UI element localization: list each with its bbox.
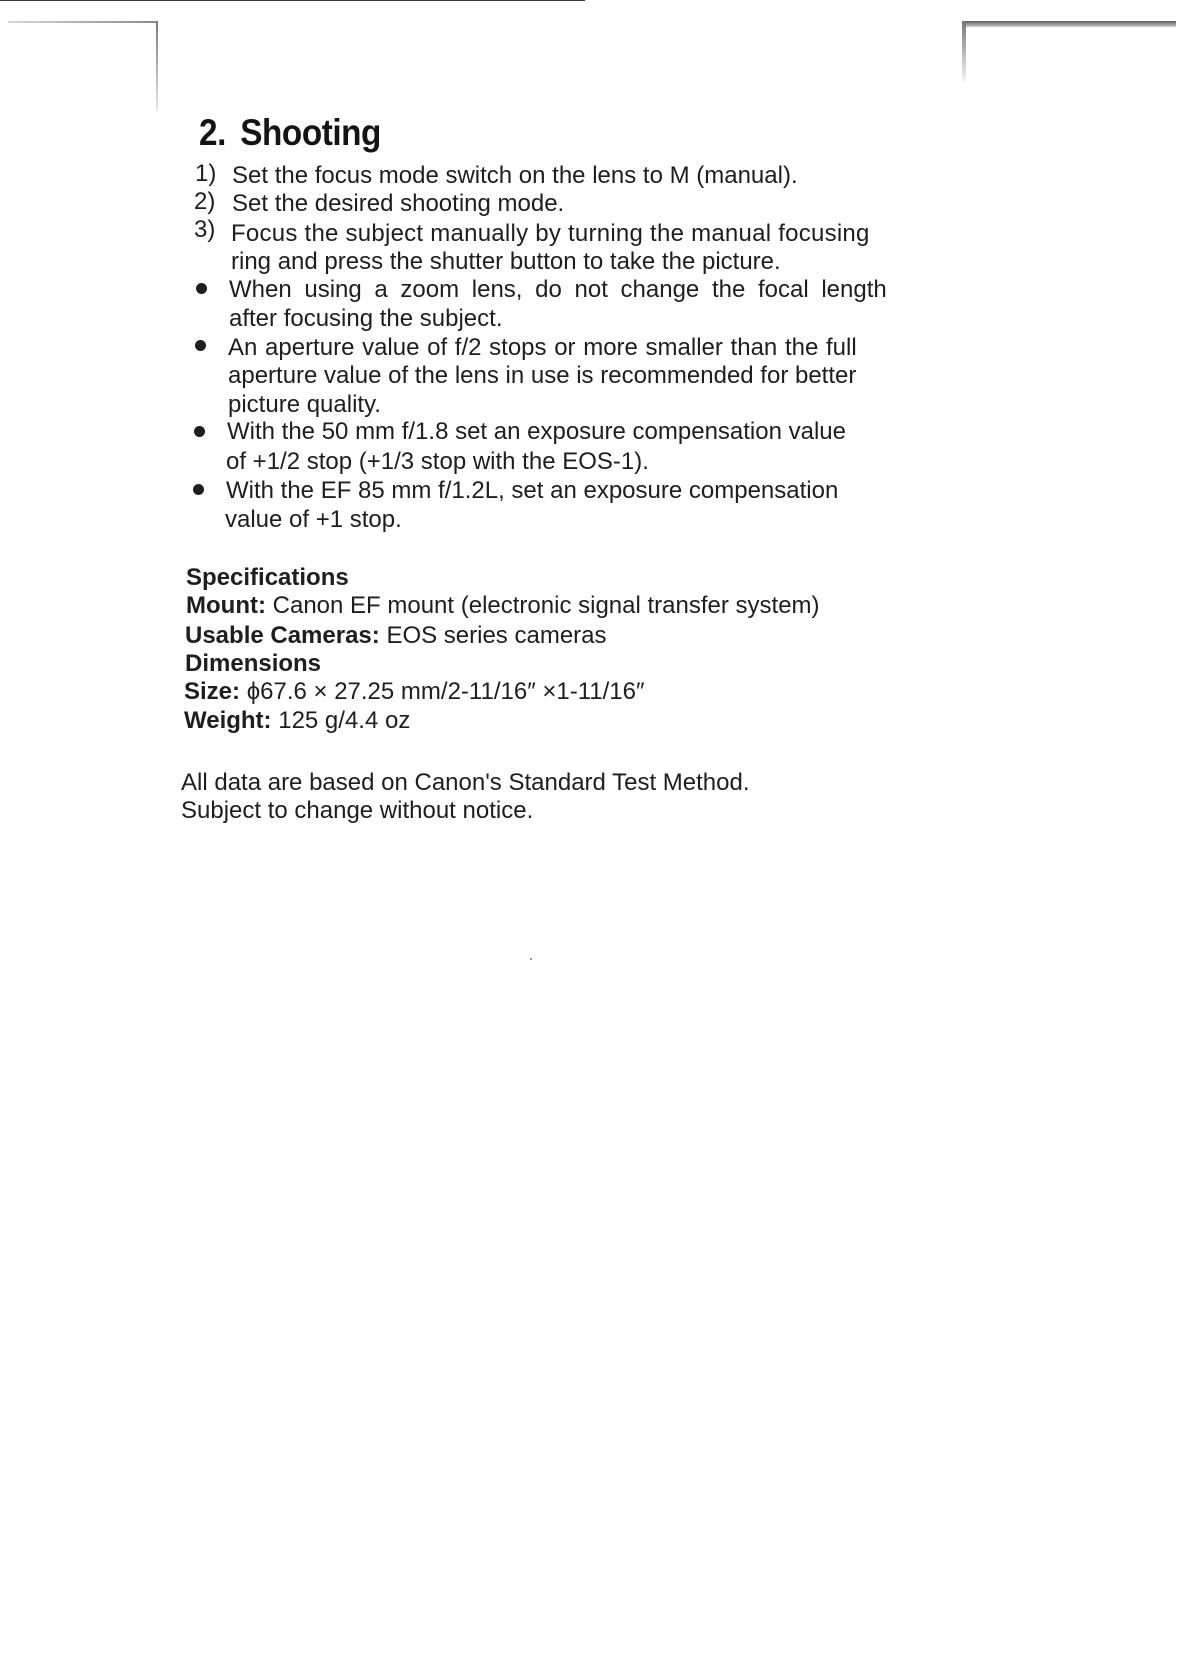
spec-weight-label: Weight: bbox=[184, 707, 272, 734]
step-marker: 3) bbox=[194, 216, 216, 243]
spec-mount-label: Mount: bbox=[186, 592, 266, 619]
step-marker: 1) bbox=[195, 160, 217, 187]
bullet-icon bbox=[194, 426, 205, 437]
note-line: of +1/2 stop (+1/3 stop with the EOS-1). bbox=[226, 448, 649, 475]
step-line: Focus the subject manually by turning the manual focusing bbox=[231, 220, 870, 247]
scan-speck bbox=[530, 958, 532, 960]
step-line: Set the focus mode switch on the lens to M (manual). bbox=[232, 162, 798, 189]
spec-size-label: Size: bbox=[184, 678, 241, 705]
spec-cameras-label: Usable Cameras: bbox=[185, 622, 380, 649]
step-line: Set the desired shooting mode. bbox=[232, 190, 565, 217]
spec-size-value: ϕ67.6 × 27.25 mm/2-11/16″ ×1-11/16″ bbox=[246, 678, 645, 705]
footer-note: Subject to change without notice. bbox=[181, 797, 534, 824]
dimensions-heading: Dimensions bbox=[185, 650, 322, 677]
step-line: ring and press the shutter button to take the picture. bbox=[231, 248, 781, 275]
note-line: aperture value of the lens in use is recommended for better bbox=[228, 362, 857, 389]
spec-size bbox=[184, 678, 644, 706]
bullet-icon bbox=[196, 283, 207, 294]
footer-note: All data are based on Canon's Standard Test Method. bbox=[181, 769, 750, 796]
spec-mount-value: Canon EF mount (electronic signal transfer system) bbox=[272, 592, 820, 619]
specifications-heading: Specifications bbox=[186, 564, 349, 591]
note-line: value of +1 stop. bbox=[225, 506, 402, 533]
bullet-icon bbox=[193, 484, 204, 495]
scan-corner-left bbox=[8, 21, 158, 23]
note-line: picture quality. bbox=[228, 391, 381, 418]
step-marker: 2) bbox=[194, 188, 216, 215]
note-line: With the 50 mm f/1.8 set an exposure compensation value bbox=[227, 418, 846, 445]
section-heading bbox=[199, 112, 381, 154]
section-title: Shooting bbox=[240, 112, 381, 153]
spec-cameras-value: EOS series cameras bbox=[386, 622, 607, 649]
spec-mount bbox=[186, 592, 820, 620]
note-line: With the EF 85 mm f/1.2L, set an exposure compensation bbox=[226, 477, 839, 504]
note-line: An aperture value of f/2 stops or more smaller than the full bbox=[228, 334, 857, 361]
scan-corner-right bbox=[962, 21, 1176, 27]
spec-weight bbox=[184, 707, 410, 735]
section-number: 2. bbox=[199, 112, 226, 153]
scan-corner-left-vertical bbox=[156, 21, 158, 111]
scan-corner-right-vertical bbox=[962, 21, 966, 81]
spec-weight-value: 125 g/4.4 oz bbox=[278, 707, 411, 734]
note-line: When using a zoom lens, do not change the focal length bbox=[229, 276, 887, 303]
scan-edge-top bbox=[0, 0, 585, 1]
spec-cameras bbox=[185, 622, 607, 650]
note-line: after focusing the subject. bbox=[229, 305, 503, 332]
bullet-icon bbox=[195, 340, 206, 351]
